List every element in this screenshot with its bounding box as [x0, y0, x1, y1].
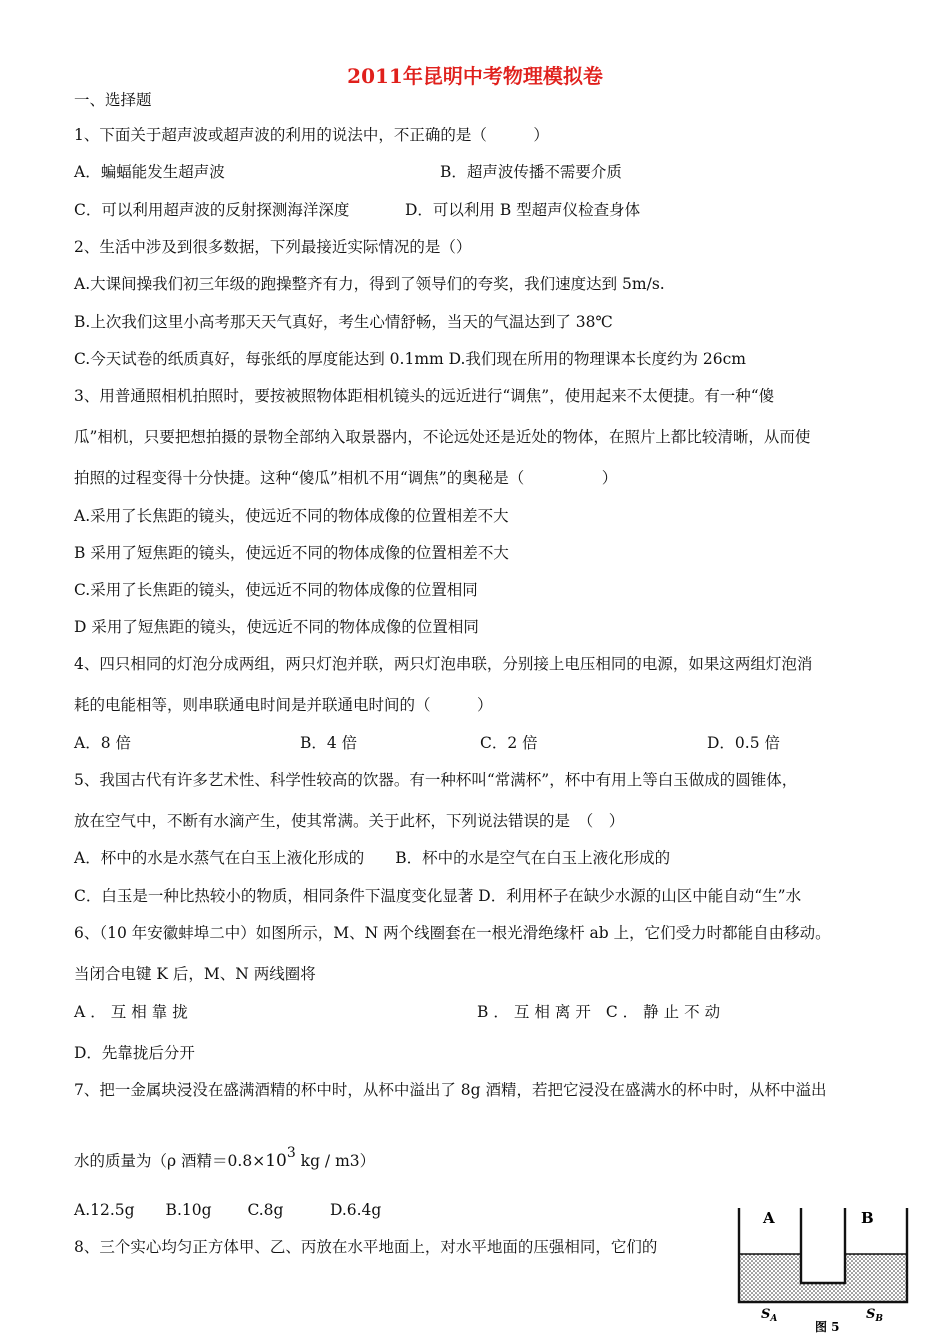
q4-stem-line1: 4、四只相同的灯泡分成两组，两只灯泡并联，两只灯泡串联，分别接上电压相同的电源，如果这两组灯泡消 — [74, 655, 813, 673]
q5-option-cd: C．白玉是一种比热较小的物质，相同条件下温度变化显著 D．利用杯子在缺少水源的山区中能自动“生”水 — [74, 887, 802, 905]
label-a: A — [763, 1209, 775, 1227]
q6-stem-line2: 当闭合电键 K 后，M、N 两线圈将 — [74, 965, 316, 983]
q7-options: A.12.5g B.10g C.8g D.6.4g — [74, 1201, 382, 1219]
q6-option-bc: B．互相离开 C．静止不动 — [477, 1003, 726, 1021]
q3-stem-line3: 拍照的过程变得十分快捷。这种“傻瓜”相机不用“调焦”的奥秘是（ ） — [74, 469, 618, 487]
q6-option-a: A．互相靠拢 — [74, 1003, 193, 1021]
section-heading: 一、选择题 — [74, 91, 152, 109]
q7-stem-line1: 7、把一金属块浸没在盛满酒精的杯中时，从杯中溢出了 8g 酒精，若把它浸没在盛满水的杯中时，从杯中溢出 — [74, 1081, 827, 1099]
q5-option-ab: A．杯中的水是水蒸气在白玉上液化形成的 B．杯中的水是空气在白玉上液化形成的 — [74, 849, 671, 867]
q4-option-b: B．4 倍 — [300, 734, 358, 752]
q5-stem-line2: 放在空气中，不断有水滴产生，使其常满。关于此杯，下列说法错误的是 （ ） — [74, 812, 625, 830]
q3-stem-line2: 瓜”相机，只要把想拍摄的景物全部纳入取景器内，不论远处还是近处的物体，在照片上都比较清晰，从而使 — [74, 428, 811, 446]
q6-option-d: D．先靠拢后分开 — [74, 1044, 195, 1062]
q4-option-a: A．8 倍 — [74, 734, 131, 752]
q2-option-b: B.上次我们这里小高考那天天气真好，考生心情舒畅，当天的气温达到了 38℃ — [74, 313, 613, 331]
q3-option-b: B 采用了短焦距的镜头，使远近不同的物体成像的位置相差不大 — [74, 544, 509, 562]
q3-option-c: C.采用了长焦距的镜头，使远近不同的物体成像的位置相同 — [74, 581, 478, 599]
q2-option-a: A.大课间操我们初三年级的跑操整齐有力，得到了领导们的夸奖，我们速度达到 5m/s. — [74, 275, 665, 293]
q1-stem: 1、下面关于超声波或超声波的利用的说法中，不正确的是（ ） — [74, 126, 549, 144]
q1-option-d: D．可以利用 B 型超声仪检查身体 — [405, 201, 641, 219]
label-sa: $S_A$ — [761, 1307, 778, 1324]
figure-5-vessels — [733, 1198, 913, 1338]
water-right — [846, 1254, 906, 1301]
q6-stem-line1: 6、（10 年安徽蚌埠二中）如图所示，M、N 两个线圈套在一根光滑绝缘杆 ab 上，它们受力时都能自由移动。 — [74, 924, 831, 942]
q4-stem-line2: 耗的电能相等，则串联通电时间是并联通电时间的（ ） — [74, 696, 493, 714]
q3-option-d: D 采用了短焦距的镜头，使远近不同的物体成像的位置相同 — [74, 618, 479, 636]
q8-stem-line1: 8、三个实心均匀正方体甲、乙、丙放在水平地面上，对水平地面的压强相同，它们的 — [74, 1238, 658, 1256]
q1-option-c: C．可以利用超声波的反射探测海洋深度 — [74, 201, 350, 219]
label-sb: $S_B$ — [866, 1307, 883, 1324]
q4-option-c: C．2 倍 — [480, 734, 538, 752]
q1-option-a: A．蝙蝠能发生超声波 — [74, 163, 225, 181]
q2-stem: 2、生活中涉及到很多数据，下列最接近实际情况的是（） — [74, 238, 472, 256]
figure-caption: 图 5 — [815, 1320, 840, 1334]
q4-option-d: D．0.5 倍 — [707, 734, 781, 752]
label-b: B — [861, 1209, 874, 1227]
exam-title: 2011年昆明中考物理模拟卷 — [347, 64, 603, 88]
q2-option-cd: C.今天试卷的纸质真好，每张纸的厚度能达到 0.1mm D.我们现在所用的物理课本长度约为 26cm — [74, 350, 746, 368]
q3-stem-line1: 3、用普通照相机拍照时，要按被照物体距相机镜头的远近进行“调焦”，使用起来不太便捷。有一种“傻 — [74, 387, 775, 405]
q5-stem-line1: 5、我国古代有许多艺术性、科学性较高的饮器。有一种杯叫“常满杯”，杯中有用上等白玉做成的圆锥体， — [74, 771, 798, 789]
q3-option-a: A.采用了长焦距的镜头，使远近不同的物体成像的位置相差不大 — [74, 507, 509, 525]
q7-stem-line2: 水的质量为（ρ 酒精$=0.8\times 10^3$ kg / m3） — [74, 1145, 376, 1171]
water-left — [740, 1254, 800, 1301]
water-connector — [800, 1284, 846, 1301]
q1-option-b: B．超声波传播不需要介质 — [440, 163, 622, 181]
